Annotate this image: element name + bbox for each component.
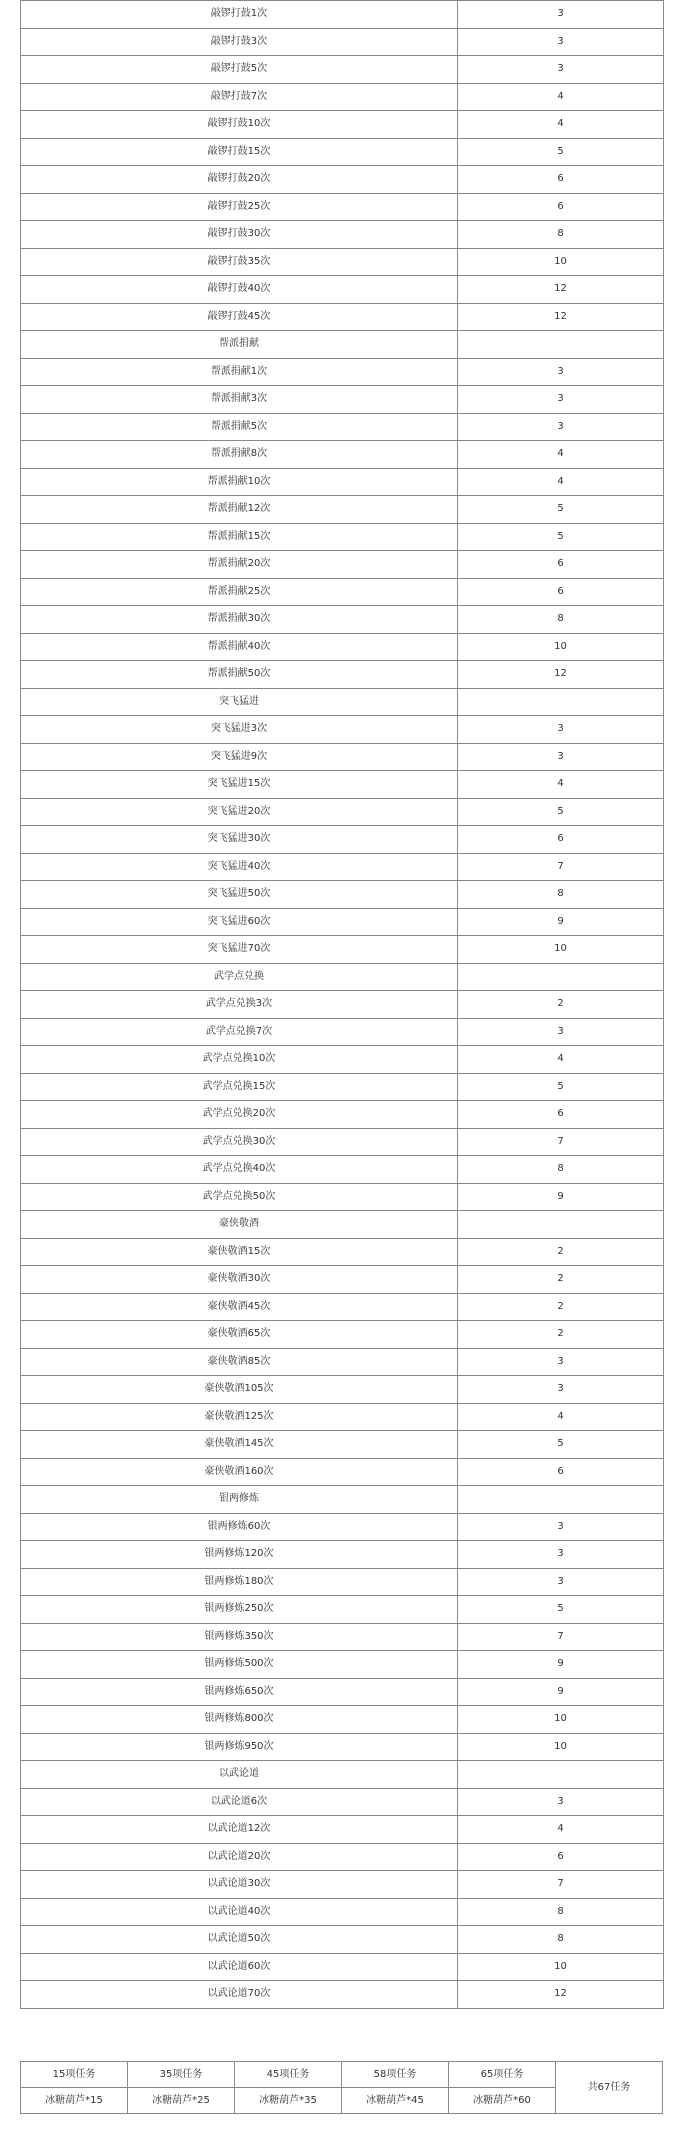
task-points-cell: 6 — [458, 166, 664, 194]
task-points-cell: 3 — [458, 743, 664, 771]
task-points-cell: 3 — [458, 1541, 664, 1569]
task-name-cell: 突飞猛进 — [21, 688, 458, 716]
task-name-cell: 银两修炼950次 — [21, 1733, 458, 1761]
task-points-cell: 12 — [458, 276, 664, 304]
task-name-cell: 银两修炼650次 — [21, 1678, 458, 1706]
table-row — [21, 386, 664, 414]
task-name-cell: 豪侠敬酒160次 — [21, 1458, 458, 1486]
task-name-cell: 帮派捐献20次 — [21, 551, 458, 579]
task-points-cell: 10 — [458, 1733, 664, 1761]
task-points-cell: 4 — [458, 111, 664, 139]
table-row — [21, 908, 664, 936]
table-row — [21, 1376, 664, 1404]
task-name-cell: 敲锣打鼓25次 — [21, 193, 458, 221]
task-name-cell: 武学点兑换15次 — [21, 1073, 458, 1101]
task-points-cell: 4 — [458, 1816, 664, 1844]
task-points-cell: 12 — [458, 303, 664, 331]
table-row — [21, 1, 664, 29]
table-row — [21, 111, 664, 139]
task-name-cell: 武学点兑换20次 — [21, 1101, 458, 1129]
task-points-cell: 8 — [458, 1156, 664, 1184]
table-row — [21, 1568, 664, 1596]
task-name-cell: 突飞猛进40次 — [21, 853, 458, 881]
task-points-cell: 7 — [458, 1128, 664, 1156]
task-name-cell: 帮派捐献25次 — [21, 578, 458, 606]
table-row — [21, 1926, 664, 1954]
task-points-cell — [458, 1761, 664, 1789]
table-row — [21, 771, 664, 799]
task-points-cell: 9 — [458, 1183, 664, 1211]
table-row — [21, 1541, 664, 1569]
table-row — [21, 1871, 664, 1899]
task-points-cell — [458, 963, 664, 991]
table-row — [21, 1843, 664, 1871]
task-points-cell: 5 — [458, 1596, 664, 1624]
table-row — [21, 1486, 664, 1514]
task-points-cell: 3 — [458, 28, 664, 56]
task-name-cell: 豪侠敬酒45次 — [21, 1293, 458, 1321]
task-name-cell: 突飞猛进15次 — [21, 771, 458, 799]
task-points-cell: 6 — [458, 826, 664, 854]
table-row — [21, 1981, 664, 2009]
task-name-cell: 敲锣打鼓30次 — [21, 221, 458, 249]
table-row — [21, 1183, 664, 1211]
task-name-cell: 突飞猛进30次 — [21, 826, 458, 854]
task-name-cell: 帮派捐献10次 — [21, 468, 458, 496]
table-row — [21, 523, 664, 551]
task-points-cell: 5 — [458, 138, 664, 166]
task-name-cell: 豪侠敬酒65次 — [21, 1321, 458, 1349]
table-row — [21, 221, 664, 249]
table-row — [21, 853, 664, 881]
task-name-cell: 豪侠敬酒125次 — [21, 1403, 458, 1431]
table-row — [21, 1623, 664, 1651]
task-points-cell — [458, 331, 664, 359]
task-name-cell: 银两修炼500次 — [21, 1651, 458, 1679]
table-row — [21, 936, 664, 964]
task-name-cell: 武学点兑换 — [21, 963, 458, 991]
task-name-cell: 以武论道6次 — [21, 1788, 458, 1816]
table-row — [21, 1156, 664, 1184]
task-points-cell: 5 — [458, 496, 664, 524]
task-points-cell: 2 — [458, 1321, 664, 1349]
table-row — [21, 1321, 664, 1349]
task-points-cell — [458, 1486, 664, 1514]
table-row — [21, 1898, 664, 1926]
task-points-cell: 10 — [458, 1706, 664, 1734]
task-name-cell: 帮派捐献5次 — [21, 413, 458, 441]
task-points-cell: 4 — [458, 83, 664, 111]
table-row — [21, 166, 664, 194]
table-row — [21, 413, 664, 441]
task-points-cell: 3 — [458, 1376, 664, 1404]
task-name-cell: 突飞猛进20次 — [21, 798, 458, 826]
task-name-cell: 突飞猛进70次 — [21, 936, 458, 964]
task-name-cell: 敲锣打鼓7次 — [21, 83, 458, 111]
task-points-cell: 3 — [458, 386, 664, 414]
task-points-cell — [458, 688, 664, 716]
task-name-cell: 以武论道60次 — [21, 1953, 458, 1981]
task-name-cell: 豪侠敬酒 — [21, 1211, 458, 1239]
table-row — [21, 661, 664, 689]
table-row — [21, 716, 664, 744]
task-name-cell: 敲锣打鼓15次 — [21, 138, 458, 166]
task-points-cell: 8 — [458, 606, 664, 634]
task-points-cell: 3 — [458, 1788, 664, 1816]
table-row — [21, 331, 664, 359]
task-name-cell: 敲锣打鼓10次 — [21, 111, 458, 139]
table-row — [21, 1761, 664, 1789]
table-row — [21, 688, 664, 716]
task-points-cell: 12 — [458, 661, 664, 689]
tier-reward-cell: 冰糖葫芦*45 — [342, 2088, 449, 2114]
task-points-cell: 5 — [458, 1073, 664, 1101]
task-points-cell: 6 — [458, 578, 664, 606]
tier-count-cell: 35项任务 — [128, 2062, 235, 2088]
task-name-cell: 豪侠敬酒145次 — [21, 1431, 458, 1459]
task-name-cell: 豪侠敬酒15次 — [21, 1238, 458, 1266]
task-points-cell: 5 — [458, 1431, 664, 1459]
task-name-cell: 银两修炼250次 — [21, 1596, 458, 1624]
table-row — [21, 963, 664, 991]
task-name-cell: 帮派捐献50次 — [21, 661, 458, 689]
task-name-cell: 以武论道70次 — [21, 1981, 458, 2009]
task-name-cell: 豪侠敬酒105次 — [21, 1376, 458, 1404]
table-row — [21, 1293, 664, 1321]
table-row — [21, 551, 664, 579]
table-row — [21, 1953, 664, 1981]
task-points-cell: 6 — [458, 1458, 664, 1486]
task-points-cell: 9 — [458, 908, 664, 936]
table-row — [21, 881, 664, 909]
table-row — [21, 606, 664, 634]
task-name-cell: 突飞猛进3次 — [21, 716, 458, 744]
task-points-cell: 3 — [458, 716, 664, 744]
task-name-cell: 以武论道30次 — [21, 1871, 458, 1899]
task-name-cell: 武学点兑换40次 — [21, 1156, 458, 1184]
table-row — [21, 1596, 664, 1624]
task-points-cell: 4 — [458, 441, 664, 469]
task-name-cell: 以武论道 — [21, 1761, 458, 1789]
task-name-cell: 敲锣打鼓3次 — [21, 28, 458, 56]
task-points-cell: 6 — [458, 1843, 664, 1871]
task-points-cell: 6 — [458, 1101, 664, 1129]
task-points-cell: 8 — [458, 1926, 664, 1954]
table-row — [21, 1101, 664, 1129]
table-row — [21, 1073, 664, 1101]
table-row — [21, 991, 664, 1019]
task-points-cell: 12 — [458, 1981, 664, 2009]
task-name-cell: 以武论道40次 — [21, 1898, 458, 1926]
table-row — [21, 496, 664, 524]
task-points-cell: 5 — [458, 798, 664, 826]
table-row — [21, 1816, 664, 1844]
table-row — [21, 1046, 664, 1074]
tier-reward-cell: 冰糖葫芦*35 — [235, 2088, 342, 2114]
table-row — [21, 1348, 664, 1376]
task-name-cell: 敲锣打鼓1次 — [21, 1, 458, 29]
reward-tier-table — [20, 2061, 663, 2114]
table-row — [21, 1431, 664, 1459]
task-name-cell: 银两修炼800次 — [21, 1706, 458, 1734]
task-name-cell: 豪侠敬酒30次 — [21, 1266, 458, 1294]
task-points-cell: 7 — [458, 1623, 664, 1651]
task-name-cell: 突飞猛进9次 — [21, 743, 458, 771]
task-points-cell: 2 — [458, 1293, 664, 1321]
tier-count-cell: 45项任务 — [235, 2062, 342, 2088]
task-points-cell: 10 — [458, 633, 664, 661]
table-row — [21, 798, 664, 826]
task-points-cell: 4 — [458, 468, 664, 496]
tier-reward-cell: 冰糖葫芦*15 — [21, 2088, 128, 2114]
task-points-cell: 3 — [458, 358, 664, 386]
task-points-cell: 2 — [458, 991, 664, 1019]
table-row — [21, 28, 664, 56]
task-name-cell: 帮派捐献1次 — [21, 358, 458, 386]
task-points-cell: 3 — [458, 413, 664, 441]
table-row — [21, 1018, 664, 1046]
task-points-cell: 8 — [458, 221, 664, 249]
table-row — [21, 1513, 664, 1541]
table-row — [21, 56, 664, 84]
task-name-cell: 突飞猛进50次 — [21, 881, 458, 909]
table-row — [21, 276, 664, 304]
task-points-cell: 10 — [458, 936, 664, 964]
task-points-cell: 10 — [458, 1953, 664, 1981]
table-row — [21, 1266, 664, 1294]
tier-count-cell: 65项任务 — [449, 2062, 556, 2088]
table-row — [21, 1211, 664, 1239]
table-row — [21, 83, 664, 111]
task-name-cell: 以武论道12次 — [21, 1816, 458, 1844]
table-row — [21, 303, 664, 331]
task-points-cell: 4 — [458, 771, 664, 799]
task-points-cell: 2 — [458, 1238, 664, 1266]
task-points-cell: 7 — [458, 1871, 664, 1899]
task-name-cell: 敲锣打鼓5次 — [21, 56, 458, 84]
table-row — [21, 468, 664, 496]
table-row — [21, 1706, 664, 1734]
task-name-cell: 帮派捐献3次 — [21, 386, 458, 414]
table-row — [21, 743, 664, 771]
task-name-cell: 帮派捐献40次 — [21, 633, 458, 661]
task-points-cell: 3 — [458, 1, 664, 29]
task-name-cell: 帮派捐献30次 — [21, 606, 458, 634]
task-points-cell: 8 — [458, 1898, 664, 1926]
task-points-cell: 9 — [458, 1651, 664, 1679]
table-row — [21, 826, 664, 854]
table-row — [21, 1128, 664, 1156]
task-name-cell: 敲锣打鼓20次 — [21, 166, 458, 194]
task-name-cell: 敲锣打鼓35次 — [21, 248, 458, 276]
table-row — [21, 193, 664, 221]
reward-count-row — [21, 2062, 663, 2088]
task-points-cell — [458, 1211, 664, 1239]
table-row — [21, 248, 664, 276]
table-row — [21, 1458, 664, 1486]
task-points-table — [20, 0, 664, 2009]
task-points-cell: 3 — [458, 1018, 664, 1046]
task-points-cell: 4 — [458, 1046, 664, 1074]
task-name-cell: 帮派捐献15次 — [21, 523, 458, 551]
task-name-cell: 银两修炼 — [21, 1486, 458, 1514]
task-name-cell: 武学点兑换30次 — [21, 1128, 458, 1156]
task-name-cell: 银两修炼180次 — [21, 1568, 458, 1596]
table-row — [21, 1788, 664, 1816]
task-points-cell: 9 — [458, 1678, 664, 1706]
task-points-cell: 7 — [458, 853, 664, 881]
task-name-cell: 突飞猛进60次 — [21, 908, 458, 936]
task-name-cell: 武学点兑换10次 — [21, 1046, 458, 1074]
task-name-cell: 武学点兑换50次 — [21, 1183, 458, 1211]
tier-count-cell: 58项任务 — [342, 2062, 449, 2088]
task-points-cell: 3 — [458, 56, 664, 84]
task-points-cell: 6 — [458, 193, 664, 221]
task-name-cell: 帮派捐献8次 — [21, 441, 458, 469]
task-points-cell: 3 — [458, 1513, 664, 1541]
task-name-cell: 豪侠敬酒85次 — [21, 1348, 458, 1376]
task-points-cell: 5 — [458, 523, 664, 551]
task-name-cell: 以武论道50次 — [21, 1926, 458, 1954]
task-table-body — [21, 1, 664, 2009]
task-points-cell: 6 — [458, 551, 664, 579]
task-points-cell: 4 — [458, 1403, 664, 1431]
table-row — [21, 358, 664, 386]
table-row — [21, 1403, 664, 1431]
task-name-cell: 武学点兑换3次 — [21, 991, 458, 1019]
task-name-cell: 帮派捐献 — [21, 331, 458, 359]
tier-reward-cell: 冰糖葫芦*60 — [449, 2088, 556, 2114]
table-row — [21, 1238, 664, 1266]
task-name-cell: 银两修炼120次 — [21, 1541, 458, 1569]
task-name-cell: 武学点兑换7次 — [21, 1018, 458, 1046]
table-row — [21, 1678, 664, 1706]
task-name-cell: 以武论道20次 — [21, 1843, 458, 1871]
total-tasks-cell: 共67任务 — [556, 2062, 663, 2114]
task-name-cell: 银两修炼350次 — [21, 1623, 458, 1651]
task-name-cell: 敲锣打鼓40次 — [21, 276, 458, 304]
task-points-cell: 2 — [458, 1266, 664, 1294]
task-name-cell: 帮派捐献12次 — [21, 496, 458, 524]
task-points-cell: 10 — [458, 248, 664, 276]
table-row — [21, 138, 664, 166]
tier-count-cell: 15项任务 — [21, 2062, 128, 2088]
table-row — [21, 1733, 664, 1761]
tier-reward-cell: 冰糖葫芦*25 — [128, 2088, 235, 2114]
table-row — [21, 578, 664, 606]
task-points-cell: 8 — [458, 881, 664, 909]
task-name-cell: 敲锣打鼓45次 — [21, 303, 458, 331]
task-points-cell: 3 — [458, 1348, 664, 1376]
task-name-cell: 银两修炼60次 — [21, 1513, 458, 1541]
task-points-cell: 3 — [458, 1568, 664, 1596]
table-row — [21, 633, 664, 661]
table-row — [21, 441, 664, 469]
table-row — [21, 1651, 664, 1679]
